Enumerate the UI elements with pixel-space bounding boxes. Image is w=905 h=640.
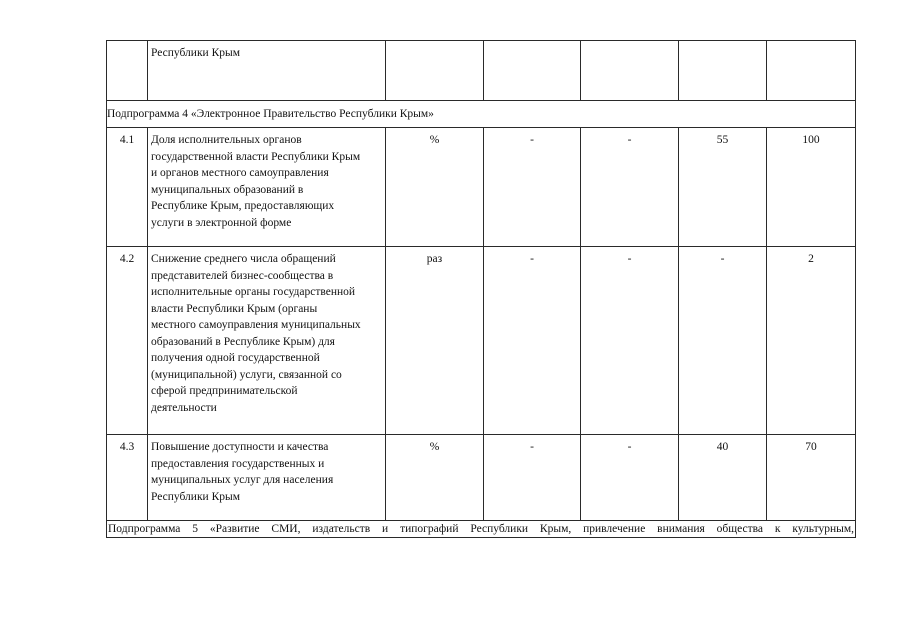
subprogram-5-heading: Подпрограмма 5 «Развитие СМИ, издательств и типографий Республики Крым, привлечение внимания общества к культурным, <box>107 521 856 538</box>
indicators-table <box>106 40 856 538</box>
cell-value-empty <box>679 41 767 101</box>
cell-indicator-name: Повышение доступности и качества предоставления государственных и муниципальных услуг для населения Республики Крым <box>148 435 386 521</box>
table-row-subprogram-4 <box>107 101 856 128</box>
cell-unit: раз <box>386 247 484 435</box>
cell-value-empty <box>484 41 581 101</box>
cell-value: - <box>581 128 679 247</box>
cell-value: 70 <box>767 435 856 521</box>
cell-unit: % <box>386 435 484 521</box>
cell-value-empty <box>767 41 856 101</box>
cell-value: - <box>484 247 581 435</box>
table-row <box>107 247 856 435</box>
cell-indicator-name: Доля исполнительных органов государственной власти Республики Крым и органов местного самоуправления муниципальных образований в Республике Крым, предоставляющих услуги в электронной форме <box>148 128 386 247</box>
table-row-continuation <box>107 41 856 101</box>
cell-value: 2 <box>767 247 856 435</box>
table-row <box>107 128 856 247</box>
row-number: 4.1 <box>107 128 148 247</box>
table-row-subprogram-5 <box>107 521 856 538</box>
cell-value-empty <box>581 41 679 101</box>
cell-indicator-name <box>148 41 386 101</box>
cell-value: - <box>679 247 767 435</box>
cell-unit: % <box>386 128 484 247</box>
cell-value: 100 <box>767 128 856 247</box>
cell-unit-empty <box>386 41 484 101</box>
cell-value: 40 <box>679 435 767 521</box>
cell-indicator-name: Снижение среднего числа обращений представителей бизнес-сообщества в исполнительные органы государственной власти Республики Крым (органы местного самоуправления муниципальных образований в Республике Крым) для получения одной государственной (муниципальной) услуги, связанной со сферой предпринимательской деятельности <box>148 247 386 435</box>
cell-value: - <box>581 247 679 435</box>
cell-num-empty <box>107 41 148 101</box>
row-number: 4.2 <box>107 247 148 435</box>
cell-value: 55 <box>679 128 767 247</box>
name-line: Республики Крым <box>151 47 240 59</box>
table-row <box>107 435 856 521</box>
cell-value: - <box>484 435 581 521</box>
subprogram-4-heading: Подпрограмма 4 «Электронное Правительство Республики Крым» <box>107 101 856 128</box>
row-number: 4.3 <box>107 435 148 521</box>
cell-value: - <box>484 128 581 247</box>
cell-value: - <box>581 435 679 521</box>
